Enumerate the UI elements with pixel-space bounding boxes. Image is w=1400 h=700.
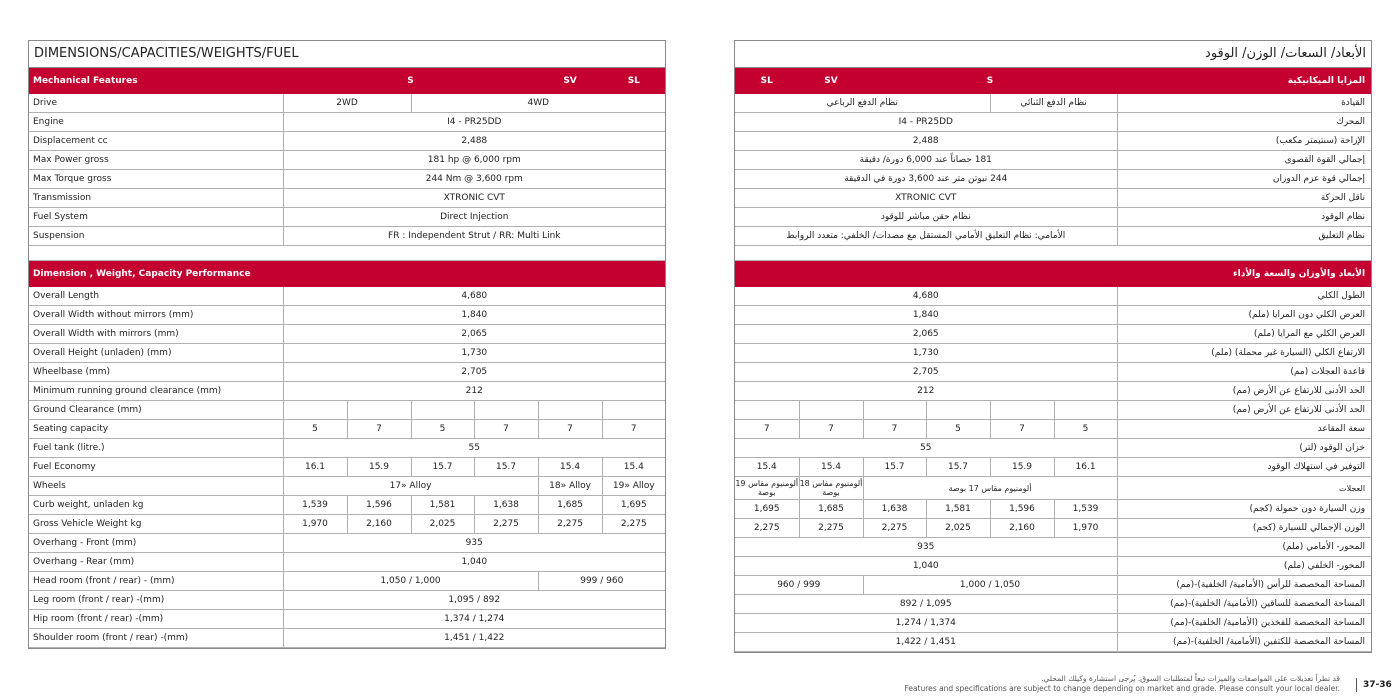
row-label: Engine bbox=[29, 113, 283, 132]
cell: 1,050 / 1,000 bbox=[283, 572, 538, 591]
spacer-cell bbox=[735, 246, 1371, 261]
cell bbox=[735, 401, 799, 420]
cell: 2,705 bbox=[735, 363, 1117, 382]
cell: ألومنيوم مقاس 18 بوصة bbox=[799, 477, 863, 500]
cell: 15.7 bbox=[863, 458, 926, 477]
row-label: Transmission bbox=[29, 189, 283, 208]
table-row bbox=[29, 227, 665, 246]
row-label: المساحة المخصصة للرأس (الأمامية/ الخلفية)-(مم) bbox=[1117, 576, 1371, 595]
cell: 15.9 bbox=[990, 458, 1054, 477]
cell: 4,680 bbox=[735, 287, 1117, 306]
cell: 15.4 bbox=[735, 458, 799, 477]
row-label: Wheels bbox=[29, 477, 283, 496]
page-title: الأبعاد/ السعات/ الوزن/ الوقود bbox=[735, 41, 1371, 68]
table-row bbox=[735, 614, 1371, 633]
cell: 2,275 bbox=[538, 515, 602, 534]
cell: 15.4 bbox=[602, 458, 665, 477]
cell: 15.4 bbox=[538, 458, 602, 477]
disclaimer bbox=[904, 674, 1340, 694]
grade-s-header: S bbox=[283, 68, 538, 94]
table-row bbox=[735, 595, 1371, 614]
section-header-dimensions bbox=[29, 261, 665, 287]
cell bbox=[347, 401, 411, 420]
row-label: الحد الأدنى للارتفاع عن الأرض (مم) bbox=[1117, 382, 1371, 401]
table-row bbox=[735, 439, 1371, 458]
cell: 7 bbox=[347, 420, 411, 439]
row-label: إجمالي قوة عزم الدوران bbox=[1117, 170, 1371, 189]
table-row bbox=[735, 132, 1371, 151]
cell: 15.4 bbox=[799, 458, 863, 477]
table-row bbox=[29, 553, 665, 572]
section-title: الأبعاد والأوزان والسعة والأداء bbox=[735, 261, 1371, 287]
cell: 2,275 bbox=[735, 519, 799, 538]
cell: ألومنيوم مقاس 17 بوصة bbox=[863, 477, 1117, 500]
cell: XTRONIC CVT bbox=[283, 189, 665, 208]
table-row bbox=[29, 208, 665, 227]
row-label: العرض الكلي دون المرايا (ملم) bbox=[1117, 306, 1371, 325]
cell: 55 bbox=[735, 439, 1117, 458]
cell: 1,596 bbox=[990, 500, 1054, 519]
cell: 1,638 bbox=[863, 500, 926, 519]
cell: نظام الدفع الثنائي bbox=[990, 94, 1117, 113]
table-row bbox=[29, 477, 665, 496]
cell: الأمامي: نظام التعليق الأمامي المستقل مع مصدات/ الخلفي: متعدد الروابط bbox=[735, 227, 1117, 246]
cell: ألومنيوم مقاس 19 بوصة bbox=[735, 477, 799, 500]
cell: 1,730 bbox=[283, 344, 665, 363]
cell: 1,581 bbox=[926, 500, 990, 519]
row-label: Shoulder room (front / rear) -(mm) bbox=[29, 629, 283, 648]
cell: 1,539 bbox=[1054, 500, 1117, 519]
section-header-mechanical bbox=[29, 68, 665, 94]
section-spacer bbox=[735, 246, 1371, 261]
cell: 5 bbox=[1054, 420, 1117, 439]
row-label: Fuel System bbox=[29, 208, 283, 227]
table-row bbox=[735, 113, 1371, 132]
cell: 2,065 bbox=[735, 325, 1117, 344]
cell: 19» Alloy bbox=[602, 477, 665, 496]
cell: I4 - PR25DD bbox=[735, 113, 1117, 132]
row-label: المحور- الأمامي (ملم) bbox=[1117, 538, 1371, 557]
table-row bbox=[29, 132, 665, 151]
table-row bbox=[29, 363, 665, 382]
table-row bbox=[29, 572, 665, 591]
cell bbox=[474, 401, 538, 420]
cell: 1,095 / 892 bbox=[283, 591, 665, 610]
cell: 2,488 bbox=[283, 132, 665, 151]
table-row bbox=[735, 344, 1371, 363]
row-label: Drive bbox=[29, 94, 283, 113]
cell: 1,274 / 1,374 bbox=[735, 614, 1117, 633]
table-row bbox=[29, 325, 665, 344]
cell: 1,695 bbox=[735, 500, 799, 519]
cell: 5 bbox=[411, 420, 474, 439]
cell: 2,488 bbox=[735, 132, 1117, 151]
cell: 16.1 bbox=[283, 458, 347, 477]
cell: 2,275 bbox=[799, 519, 863, 538]
cell: 7 bbox=[799, 420, 863, 439]
table-row bbox=[29, 610, 665, 629]
table-row bbox=[735, 287, 1371, 306]
cell: 960 / 999 bbox=[735, 576, 863, 595]
row-label: العرض الكلي مع المرايا (ملم) bbox=[1117, 325, 1371, 344]
cell: 1,451 / 1,422 bbox=[283, 629, 665, 648]
table-row bbox=[735, 208, 1371, 227]
table-row bbox=[735, 94, 1371, 113]
table-row bbox=[29, 534, 665, 553]
cell: 2,065 bbox=[283, 325, 665, 344]
row-label: إجمالي القوة القصوى bbox=[1117, 151, 1371, 170]
cell: 2,275 bbox=[602, 515, 665, 534]
table-row bbox=[29, 515, 665, 534]
table-row bbox=[735, 576, 1371, 595]
grade-sv-header: SV bbox=[799, 68, 863, 94]
row-label: خزان الوقود (لتر) bbox=[1117, 439, 1371, 458]
grade-sl-header: SL bbox=[735, 68, 799, 94]
cell: 5 bbox=[283, 420, 347, 439]
section-title: Dimension , Weight, Capacity Performance bbox=[29, 261, 665, 287]
table-row bbox=[735, 557, 1371, 576]
page-number: 37-36 bbox=[1356, 678, 1392, 692]
cell: نظام حقن مباشر للوقود bbox=[735, 208, 1117, 227]
table-row bbox=[735, 519, 1371, 538]
table-row bbox=[735, 382, 1371, 401]
table-row bbox=[29, 420, 665, 439]
table-row bbox=[29, 170, 665, 189]
cell bbox=[538, 401, 602, 420]
cell: 15.7 bbox=[411, 458, 474, 477]
row-label: Overall Height (unladen) (mm) bbox=[29, 344, 283, 363]
cell: 55 bbox=[283, 439, 665, 458]
table-row bbox=[735, 420, 1371, 439]
cell bbox=[926, 401, 990, 420]
cell: 244 نيوتن متر عند 3,600 دورة في الدقيقة bbox=[735, 170, 1117, 189]
cell: Direct Injection bbox=[283, 208, 665, 227]
cell: 1,581 bbox=[411, 496, 474, 515]
cell: 7 bbox=[990, 420, 1054, 439]
cell bbox=[283, 401, 347, 420]
cell: 1,539 bbox=[283, 496, 347, 515]
cell bbox=[799, 401, 863, 420]
cell: 2WD bbox=[283, 94, 411, 113]
row-label: Max Power gross bbox=[29, 151, 283, 170]
grade-sl-header: SL bbox=[602, 68, 665, 94]
table-row bbox=[735, 458, 1371, 477]
table-row bbox=[29, 151, 665, 170]
row-label: الارتفاع الكلي (السيارة غير محملة) (ملم) bbox=[1117, 344, 1371, 363]
cell: I4 - PR25DD bbox=[283, 113, 665, 132]
cell: 1,040 bbox=[283, 553, 665, 572]
cell: 2,160 bbox=[347, 515, 411, 534]
cell bbox=[990, 401, 1054, 420]
row-label: الطول الكلي bbox=[1117, 287, 1371, 306]
cell: 4,680 bbox=[283, 287, 665, 306]
row-label: Suspension bbox=[29, 227, 283, 246]
cell: 244 Nm @ 3,600 rpm bbox=[283, 170, 665, 189]
disclaimer-english: Features and specifications are subject to change depending on market and grade. Please consult your local dealer. bbox=[904, 684, 1340, 693]
table-row bbox=[735, 401, 1371, 420]
row-label: العجلات bbox=[1117, 477, 1371, 500]
cell: 2,025 bbox=[411, 515, 474, 534]
table-row bbox=[29, 401, 665, 420]
table-row bbox=[29, 591, 665, 610]
section-spacer bbox=[29, 246, 665, 261]
cell: 1,000 / 1,050 bbox=[863, 576, 1117, 595]
cell: 7 bbox=[474, 420, 538, 439]
table-row bbox=[29, 189, 665, 208]
section-title: Mechanical Features bbox=[29, 68, 283, 94]
spec-table bbox=[735, 68, 1371, 652]
spacer-cell bbox=[29, 246, 665, 261]
row-label: نظام التعليق bbox=[1117, 227, 1371, 246]
row-label: Fuel tank (litre.) bbox=[29, 439, 283, 458]
cell: 181 hp @ 6,000 rpm bbox=[283, 151, 665, 170]
cell: 1,840 bbox=[735, 306, 1117, 325]
spec-panel-arabic bbox=[734, 40, 1372, 653]
row-label: نظام الوقود bbox=[1117, 208, 1371, 227]
section-header-dimensions bbox=[735, 261, 1371, 287]
cell: 1,596 bbox=[347, 496, 411, 515]
row-label: Head room (front / rear) - (mm) bbox=[29, 572, 283, 591]
cell: 1,685 bbox=[799, 500, 863, 519]
table-row bbox=[29, 344, 665, 363]
row-label: ناقل الحركة bbox=[1117, 189, 1371, 208]
cell: 1,040 bbox=[735, 557, 1117, 576]
cell: 2,025 bbox=[926, 519, 990, 538]
row-label: الوزن الإجمالي للسيارة (كجم) bbox=[1117, 519, 1371, 538]
cell: 1,840 bbox=[283, 306, 665, 325]
cell bbox=[863, 401, 926, 420]
cell: 1,374 / 1,274 bbox=[283, 610, 665, 629]
row-label: Minimum running ground clearance (mm) bbox=[29, 382, 283, 401]
cell: 1,422 / 1,451 bbox=[735, 633, 1117, 652]
section-header-mechanical bbox=[735, 68, 1371, 94]
row-label: Gross Vehicle Weight kg bbox=[29, 515, 283, 534]
cell: 2,275 bbox=[863, 519, 926, 538]
table-row bbox=[735, 189, 1371, 208]
cell: 4WD bbox=[411, 94, 665, 113]
table-row bbox=[29, 629, 665, 648]
cell: 181 حصاناً عند 6,000 دورة/ دقيقة bbox=[735, 151, 1117, 170]
row-label: Hip room (front / rear) -(mm) bbox=[29, 610, 283, 629]
row-label: Overall Width without mirrors (mm) bbox=[29, 306, 283, 325]
row-label: Overall Width with mirrors (mm) bbox=[29, 325, 283, 344]
cell: 212 bbox=[283, 382, 665, 401]
table-row bbox=[735, 151, 1371, 170]
row-label: Fuel Economy bbox=[29, 458, 283, 477]
row-label: Leg room (front / rear) -(mm) bbox=[29, 591, 283, 610]
cell: 5 bbox=[926, 420, 990, 439]
table-row bbox=[29, 439, 665, 458]
cell: 15.9 bbox=[347, 458, 411, 477]
table-row bbox=[735, 363, 1371, 382]
cell: 892 / 1,095 bbox=[735, 595, 1117, 614]
section-title: المزايا الميكانيكية bbox=[1117, 68, 1371, 94]
cell: 17» Alloy bbox=[283, 477, 538, 496]
spec-table bbox=[29, 68, 665, 648]
cell bbox=[602, 401, 665, 420]
cell: 212 bbox=[735, 382, 1117, 401]
page-title: DIMENSIONS/CAPACITIES/WEIGHTS/FUEL bbox=[29, 41, 665, 68]
table-row bbox=[735, 477, 1371, 500]
row-label: Overhang - Rear (mm) bbox=[29, 553, 283, 572]
cell bbox=[411, 401, 474, 420]
row-label: القيادة bbox=[1117, 94, 1371, 113]
row-label: Ground Clearance (mm) bbox=[29, 401, 283, 420]
cell: 999 / 960 bbox=[538, 572, 665, 591]
cell: 935 bbox=[735, 538, 1117, 557]
cell: 15.7 bbox=[926, 458, 990, 477]
cell: 1,970 bbox=[283, 515, 347, 534]
grade-s-header: S bbox=[863, 68, 1117, 94]
row-label: Overhang - Front (mm) bbox=[29, 534, 283, 553]
cell: 16.1 bbox=[1054, 458, 1117, 477]
row-label: التوفير في استهلاك الوقود bbox=[1117, 458, 1371, 477]
cell: 2,275 bbox=[474, 515, 538, 534]
cell: 15.7 bbox=[474, 458, 538, 477]
cell: نظام الدفع الرباعي bbox=[735, 94, 990, 113]
row-label: Overall Length bbox=[29, 287, 283, 306]
cell bbox=[1054, 401, 1117, 420]
row-label: وزن السيارة دون حمولة (كجم) bbox=[1117, 500, 1371, 519]
spec-panel-english bbox=[28, 40, 666, 649]
row-label: المحرك bbox=[1117, 113, 1371, 132]
table-row bbox=[29, 287, 665, 306]
row-label: الإزاحة (سنتيمتر مكعب) bbox=[1117, 132, 1371, 151]
table-row bbox=[735, 306, 1371, 325]
row-label: الحد الأدنى للارتفاع عن الأرض (مم) bbox=[1117, 401, 1371, 420]
row-label: Wheelbase (mm) bbox=[29, 363, 283, 382]
cell: 2,705 bbox=[283, 363, 665, 382]
cell: XTRONIC CVT bbox=[735, 189, 1117, 208]
cell: 1,730 bbox=[735, 344, 1117, 363]
row-label: قاعدة العجلات (مم) bbox=[1117, 363, 1371, 382]
row-label: Seating capacity bbox=[29, 420, 283, 439]
table-row bbox=[29, 94, 665, 113]
row-label: سعة المقاعد bbox=[1117, 420, 1371, 439]
table-row bbox=[735, 325, 1371, 344]
grade-sv-header: SV bbox=[538, 68, 602, 94]
cell: 1,695 bbox=[602, 496, 665, 515]
table-row bbox=[735, 633, 1371, 652]
cell: 935 bbox=[283, 534, 665, 553]
table-row bbox=[29, 382, 665, 401]
cell: 2,160 bbox=[990, 519, 1054, 538]
row-label: المساحة المخصصة للفخذين (الأمامية/ الخلفية)-(مم) bbox=[1117, 614, 1371, 633]
table-row bbox=[29, 458, 665, 477]
cell: 1,970 bbox=[1054, 519, 1117, 538]
cell: 1,685 bbox=[538, 496, 602, 515]
disclaimer-arabic: قد تطرأ تعديلات على المواصفات والميزات تبعاً لمتطلبات السوق. يُرجى استشارة وكيلك المحلي. bbox=[1041, 674, 1340, 683]
cell: FR : Independent Strut / RR: Multi Link bbox=[283, 227, 665, 246]
row-label: المحور- الخلفي (ملم) bbox=[1117, 557, 1371, 576]
table-row bbox=[735, 538, 1371, 557]
table-row bbox=[735, 227, 1371, 246]
row-label: المساحة المخصصة للساقين (الأمامية/ الخلفية)-(مم) bbox=[1117, 595, 1371, 614]
cell: 1,638 bbox=[474, 496, 538, 515]
table-row bbox=[735, 500, 1371, 519]
row-label: المساحة المخصصة للكتفين (الأمامية/ الخلفية)-(مم) bbox=[1117, 633, 1371, 652]
cell: 18» Alloy bbox=[538, 477, 602, 496]
cell: 7 bbox=[602, 420, 665, 439]
cell: 7 bbox=[538, 420, 602, 439]
row-label: Displacement cc bbox=[29, 132, 283, 151]
row-label: Curb weight, unladen kg bbox=[29, 496, 283, 515]
table-row bbox=[29, 306, 665, 325]
cell: 7 bbox=[735, 420, 799, 439]
table-row bbox=[735, 170, 1371, 189]
row-label: Max Torque gross bbox=[29, 170, 283, 189]
table-row bbox=[29, 113, 665, 132]
cell: 7 bbox=[863, 420, 926, 439]
table-row bbox=[29, 496, 665, 515]
